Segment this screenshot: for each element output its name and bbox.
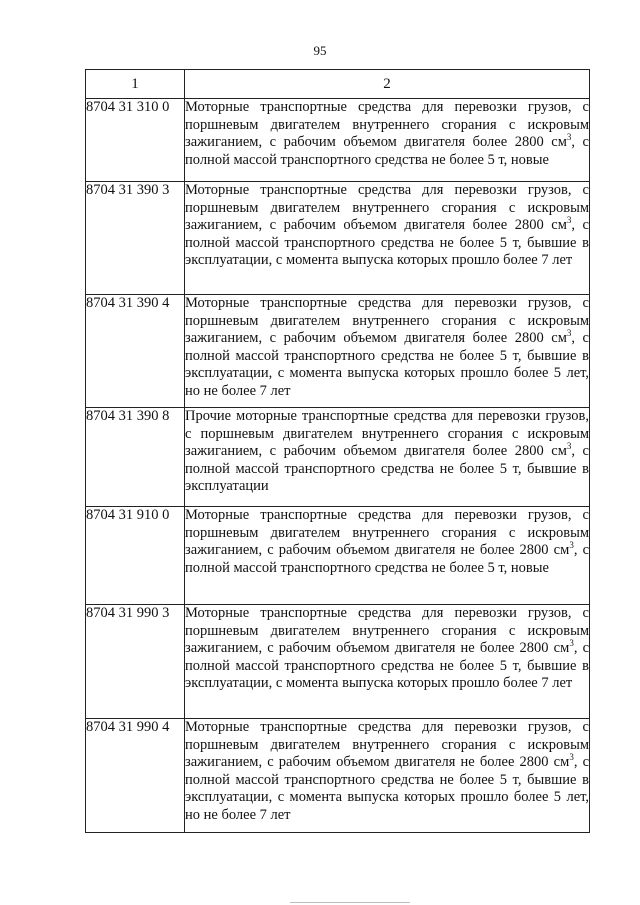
description-text: Моторные транспортные средства для перевозки грузов, с поршневым двигателем внутреннего сгорания с искровым зажиганием, с рабочим объемом двигателя более 2800 см [185, 99, 589, 151]
commodity-code: 8704 31 910 0 [86, 507, 185, 605]
column-header-1: 1 [86, 70, 185, 99]
description-text: Моторные транспортные средства для перевозки грузов, с поршневым двигателем внутреннего сгорания с искровым зажиганием, с рабочим объемом двигателя не более 2800 см [185, 605, 589, 657]
description-text: Моторные транспортные средства для перевозки грузов, с поршневым двигателем внутреннего сгорания с искровым зажиганием, с рабочим объемом двигателя более 2800 см [185, 295, 589, 347]
tariff-code-table [85, 69, 590, 833]
table-row [86, 507, 590, 605]
table-row [86, 99, 590, 182]
commodity-code: 8704 31 310 0 [86, 99, 185, 182]
cubic-superscript: 3 [566, 441, 572, 452]
cubic-superscript: 3 [569, 752, 574, 763]
column-header-2: 2 [185, 70, 590, 99]
commodity-description [185, 182, 590, 295]
cubic-superscript: 3 [566, 132, 572, 143]
table-header-row [86, 70, 590, 99]
description-text: Прочие моторные транспортные средства для перевозки грузов, с поршневым двигателем внутреннего сгорания с искровым зажиганием, с рабочим объемом двигателя более 2800 см [185, 408, 589, 460]
description-text: Моторные транспортные средства для перевозки грузов, с поршневым двигателем внутреннего сгорания с искровым зажиганием, с рабочим объемом двигателя более 2800 см [185, 182, 589, 234]
description-text: , с полной массой транспортного средства не более 5 т, бывшие в эксплуатации, с момента выпуска которых прошло более 5 лет, но не более 7 лет [185, 330, 589, 399]
commodity-description [185, 408, 590, 507]
description-text: , с полной массой транспортного средства не более 5 т, бывшие в эксплуатации, с момента выпуска которых прошло более 5 лет, но не более 7 лет [185, 754, 590, 823]
table-row [86, 719, 590, 833]
table-row [86, 182, 590, 295]
description-text: , с полной массой транспортного средства не более 5 т, новые [185, 542, 590, 576]
cubic-superscript: 3 [569, 540, 574, 551]
description-text: , с полной массой транспортного средства не более 5 т, бывшие в эксплуатации, с момента выпуска которых прошло более 7 лет [185, 217, 589, 269]
cubic-superscript: 3 [566, 328, 572, 339]
commodity-description [185, 99, 590, 182]
table-row [86, 605, 590, 719]
cubic-superscript: 3 [569, 638, 574, 649]
page-number: 95 [313, 43, 327, 58]
description-text: , с полной массой транспортного средства не более 5 т, бывшие в эксплуатации [185, 443, 589, 495]
commodity-code: 8704 31 990 3 [86, 605, 185, 719]
commodity-code: 8704 31 990 4 [86, 719, 185, 833]
description-text: Моторные транспортные средства для перевозки грузов, с поршневым двигателем внутреннего сгорания с искровым зажиганием, с рабочим объемом двигателя не более 2800 см [185, 507, 589, 559]
commodity-code: 8704 31 390 3 [86, 182, 185, 295]
commodity-description [185, 507, 590, 605]
commodity-description [185, 295, 590, 408]
commodity-code: 8704 31 390 8 [86, 408, 185, 507]
commodity-code: 8704 31 390 4 [86, 295, 185, 408]
cubic-superscript: 3 [566, 215, 572, 226]
description-text: , с полной массой транспортного средства не более 5 т, новые [185, 134, 589, 168]
table-row [86, 408, 590, 507]
description-text: Моторные транспортные средства для перевозки грузов, с поршневым двигателем внутреннего сгорания с искровым зажиганием, с рабочим объемом двигателя не более 2800 см [185, 719, 589, 771]
commodity-description [185, 605, 590, 719]
description-text: , с полной массой транспортного средства не более 5 т, бывшие в эксплуатации, с момента выпуска которых прошло более 7 лет [185, 640, 590, 692]
commodity-description [185, 719, 590, 833]
table-row [86, 295, 590, 408]
scan-edge-divider [290, 902, 410, 903]
